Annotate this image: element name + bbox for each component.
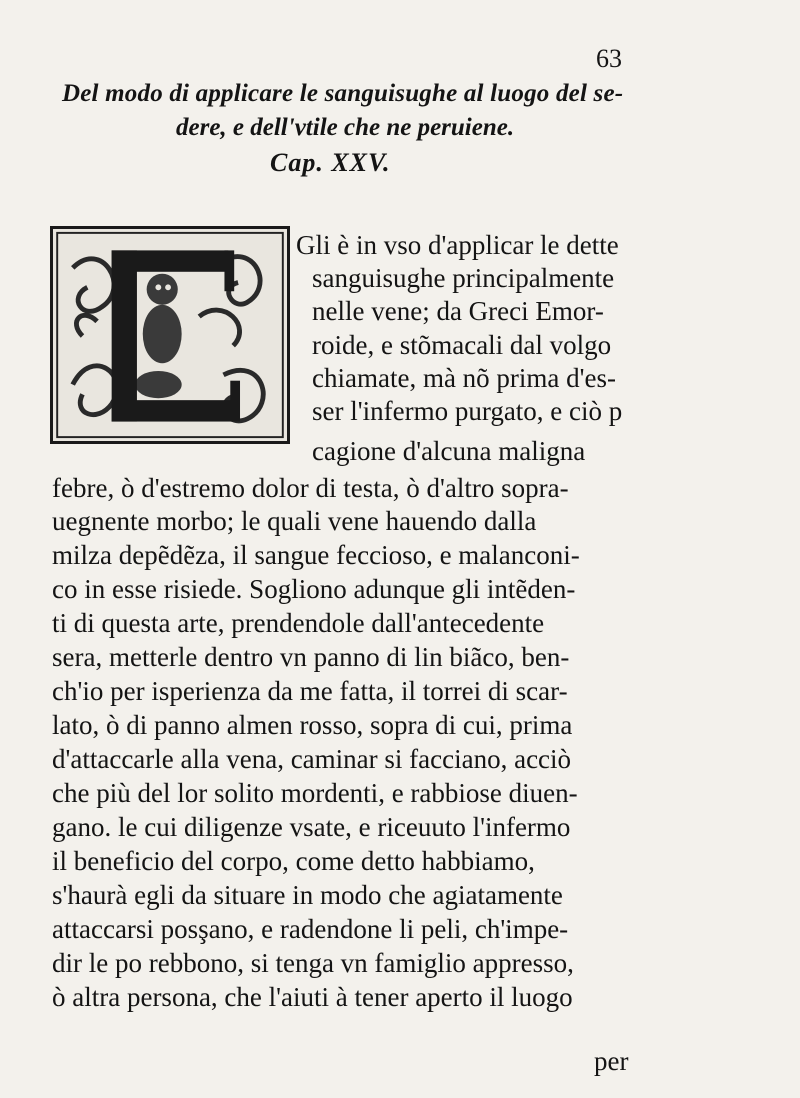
decorated-initial-e [50, 226, 290, 444]
page-number: 63 [596, 44, 622, 73]
text-line: roide, e stõmacali dal volgo [312, 330, 612, 360]
text-line: sanguisughe principalmente [312, 263, 615, 293]
text-line: uegnente morbo; le quali vene hauendo dalla [52, 506, 537, 536]
text-line: il beneficio del corpo, come detto habbiamo, [52, 846, 535, 876]
text-line: sera, metterle dentro vn panno di lin biãco, ben- [52, 642, 570, 672]
catchword: per [594, 1046, 629, 1076]
text-line: d'attaccarle alla vena, caminar si facciano, acciò [52, 744, 572, 774]
text-line: che più del lor solito mordenti, e rabbiose diuen- [52, 778, 578, 808]
text-line: attaccarsi posşano, e radendone li peli, ch'impe- [52, 914, 569, 944]
text-line: s'haurà egli da situare in modo che agiatamente [52, 880, 563, 910]
text-line: febre, ò d'estremo dolor di testa, ò d'altro sopra- [52, 473, 569, 503]
text-line: lato, ò di panno almen rosso, sopra di cui, prima [52, 710, 573, 740]
chapter-heading-line-1: Del modo di applicare le sanguisughe al luogo del se- [62, 80, 624, 107]
text-line: cagione d'alcuna maligna [312, 436, 586, 466]
text-line: ò altra persona, che l'aiuti à tener aperto il luogo [52, 982, 573, 1012]
text-line: ti di questa arte, prendendole dall'antecedente [52, 608, 545, 638]
text-line: Gli è in vso d'applicar le dette [296, 230, 619, 260]
text-line: nelle vene; da Greci Emor- [312, 296, 604, 326]
chapter-heading-line-2: dere, e dell'vtile che ne peruiene. [176, 114, 515, 141]
chapter-number: Cap. XXV. [270, 148, 391, 177]
text-line: co in esse risiede. Sogliono adunque gli intẽden- [52, 574, 576, 604]
text-line: gano. le cui diligenze vsate, e riceuuto l'infermo [52, 812, 571, 842]
text-line: chiamate, mà nõ prima d'es- [312, 363, 617, 393]
ornament-initial-icon [53, 229, 287, 441]
text-line: milza depẽdẽza, il sangue feccioso, e malanconi- [52, 540, 580, 570]
text-line: ser l'infermo purgato, e ciò p [312, 396, 623, 426]
text-line: ch'io per isperienza da me fatta, il torrei di scar- [52, 676, 568, 706]
text-line: dir le po rebbono, si tenga vn famiglio appresso, [52, 948, 574, 978]
